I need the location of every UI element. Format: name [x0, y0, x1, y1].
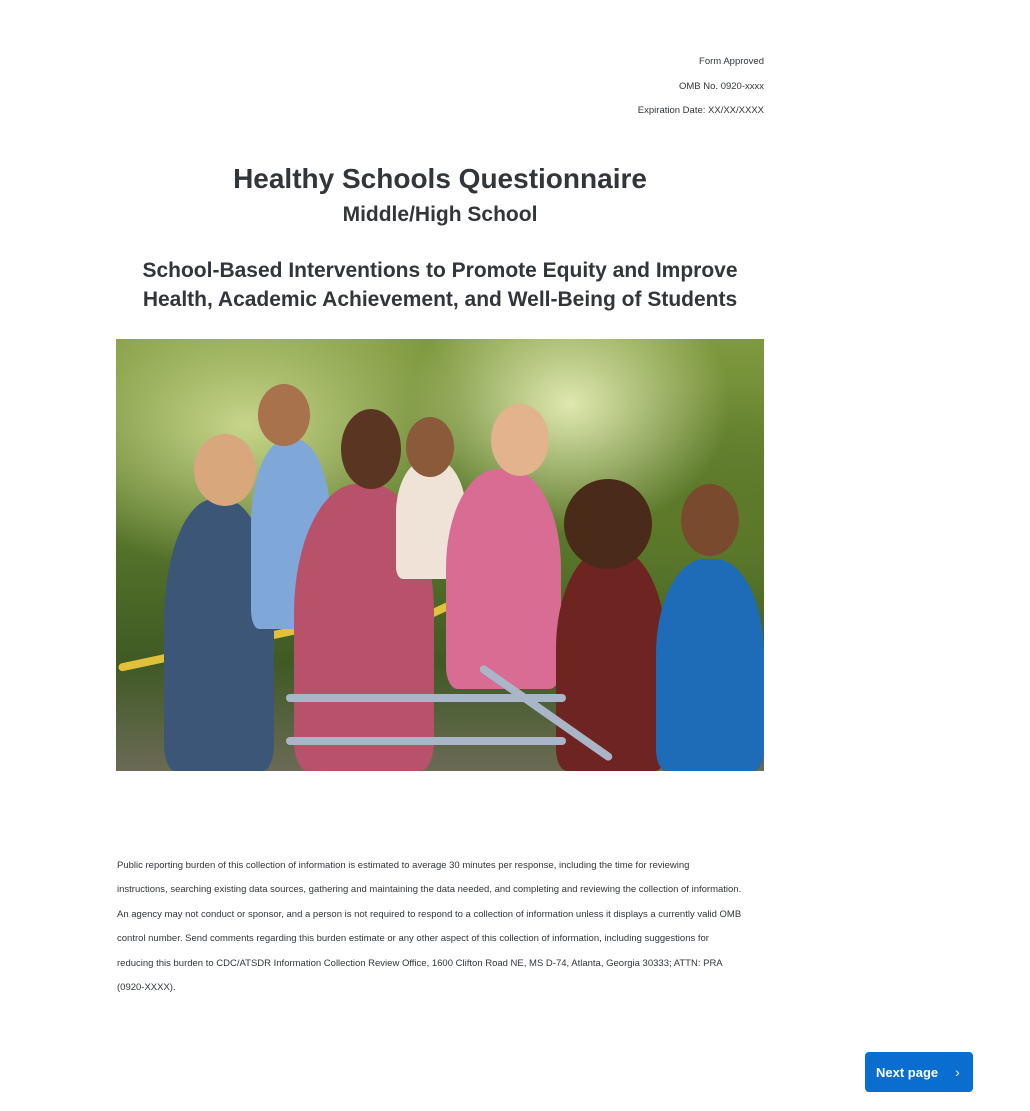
- child-head: [406, 417, 454, 477]
- form-approval-info: [638, 56, 764, 130]
- child-figure: [556, 549, 666, 771]
- hero-image-children-on-playground: [116, 339, 764, 771]
- burden-statement-line: reducing this burden to CDC/ATSDR Information Collection Review Office, 1600 Clifton Road NE, MS D-74, Atlanta, Georgia 30333; ATTN: PRA: [117, 957, 723, 969]
- page-title: Healthy Schools Questionnaire: [233, 163, 647, 194]
- child-head: [341, 409, 401, 489]
- survey-heading-line: Health, Academic Achievement, and Well-Being of Students: [142, 288, 738, 311]
- climbing-bar: [286, 737, 566, 745]
- child-figure: [446, 469, 561, 689]
- child-head: [194, 434, 256, 506]
- expiration-date: Expiration Date: XX/XX/XXXX: [637, 105, 764, 116]
- child-head: [564, 479, 652, 569]
- omb-number: OMB No. 0920-xxxx: [679, 80, 764, 92]
- burden-statement-line: (0920-XXXX).: [117, 981, 176, 993]
- page-subtitle: Middle/High School: [342, 203, 538, 226]
- survey-heading-line: School-Based Interventions to Promote Equity and Improve: [142, 259, 738, 282]
- form-approved-text: Form Approved: [699, 56, 764, 67]
- burden-statement-line: control number. Send comments regarding this burden estimate or any other aspect of this collection of information, including suggestions for: [117, 933, 709, 945]
- survey-heading: [40, 256, 840, 314]
- burden-statement-line: Public reporting burden of this collection of information is estimated to average 30 minutes per response, including the time for reviewing: [117, 860, 690, 871]
- burden-statement-line: instructions, searching existing data sources, gathering and maintaining the data needed, and completing and reviewing the collection of information.: [117, 884, 742, 896]
- child-head: [258, 384, 310, 446]
- next-page-label: Next page: [876, 1064, 939, 1080]
- next-page-button[interactable]: [865, 1052, 973, 1092]
- child-head: [491, 404, 549, 476]
- burden-statement-line: An agency may not conduct or sponsor, and a person is not required to respond to a collection of information unless it displays a currently valid OMB: [117, 908, 742, 920]
- burden-statement: [117, 856, 777, 1002]
- chevron-right-icon: ›: [955, 1064, 960, 1080]
- child-head: [681, 484, 739, 556]
- child-figure: [656, 559, 764, 771]
